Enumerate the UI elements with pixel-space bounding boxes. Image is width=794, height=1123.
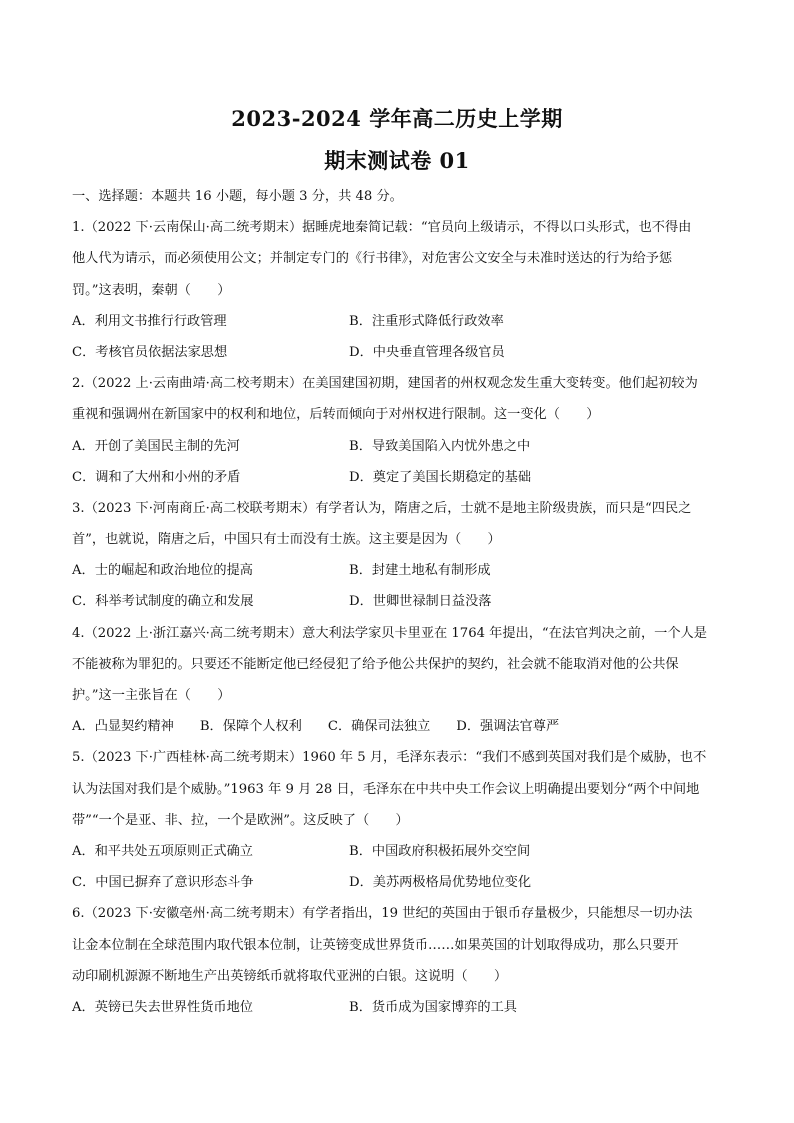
option-row (72, 586, 726, 617)
exam-subtitle: 期末测试卷 01 (324, 148, 470, 173)
section-heading: 一、选择题：本题共 16 小题，每小题 3 分，共 48 分。 (72, 189, 403, 204)
question-5 (72, 742, 726, 898)
option-a[interactable]: A．开创了美国民主制的先河 (72, 438, 240, 454)
option-d[interactable]: D．中央垂直管理各级官员 (349, 344, 505, 360)
question-text-line: 重视和强调州在新国家中的权利和地位，后转而倾向于对州权进行限制。这一变化（ ） (72, 407, 600, 423)
option-b[interactable]: B．注重形式降低行政效率 (349, 313, 504, 329)
question-text-line: 罚。”这表明，秦朝（ ） (72, 282, 231, 298)
question-text-line: 带”“一个是亚、非、拉，一个是欧洲”。这反映了（ ） (72, 812, 409, 828)
question-text-line: 2.（2022 上·云南曲靖·高二校考期末）在美国建国初期，建国者的州权观念发生重大变转变。他们起初较为 (72, 376, 698, 392)
option-d[interactable]: D．美苏两极格局优势地位变化 (349, 875, 532, 891)
option-a[interactable]: A．士的崛起和政治地位的提高 (72, 563, 253, 579)
option-b[interactable]: B．货币成为国家博弈的工具 (349, 999, 517, 1015)
question-1 (72, 212, 726, 368)
option-d[interactable]: D．世卿世禄制日益没落 (349, 594, 492, 610)
option-row (72, 711, 726, 742)
question-2 (72, 368, 726, 493)
question-text-line: 认为法国对我们是个威胁。”1963 年 9 月 28 日，毛泽东在中共中央工作会议上明确提出要划分“两个中间地 (72, 781, 700, 797)
exam-title: 2023-2024 学年高二历史上学期 (231, 106, 563, 131)
option-row (72, 462, 726, 493)
question-text-line: 护。”这一主张旨在（ ） (72, 688, 231, 703)
option-row (72, 555, 726, 586)
question-text-line: 1.（2022 下·云南保山·高二统考期末）据睡虎地秦简记载：“官员向上级请示，不得以口头形式，也不得由 (72, 220, 692, 236)
option-c[interactable]: C．考核官员依据法家思想 (72, 344, 228, 360)
option-row (72, 306, 726, 337)
question-text-line: 让金本位制在全球范围内取代银本位制，让英镑变成世界货币……如果英国的计划取得成功，那么只要开 (72, 937, 679, 953)
option-a[interactable]: A．凸显契约精神 (72, 719, 174, 735)
question-4 (72, 618, 726, 743)
option-a[interactable]: A．英镑已失去世界性货币地位 (72, 999, 253, 1015)
option-c[interactable]: C．调和了大州和小州的矛盾 (72, 469, 241, 485)
exam-body (72, 181, 726, 1023)
question-text-line: 动印刷机源源不断地生产出英镑纸币就将取代亚洲的白银。这说明（ ） (72, 968, 508, 984)
option-b[interactable]: B．保障个人权利 (199, 719, 302, 735)
option-b[interactable]: B．导致美国陷入内忧外患之中 (349, 438, 531, 454)
question-3 (72, 493, 726, 618)
question-text-line: 首”，也就说，隋唐之后，中国只有士而没有士族。这主要是因为（ ） (72, 532, 501, 548)
option-c[interactable]: C．科举考试制度的确立和发展 (72, 594, 254, 610)
option-row (72, 337, 726, 368)
option-c[interactable]: C．中国已摒弃了意识形态斗争 (72, 875, 254, 891)
question-text-line: 不能被称为罪犯的。只要还不能断定他已经侵犯了给予他公共保护的契约，社会就不能取消对他的公共保 (72, 656, 679, 672)
option-row (72, 992, 726, 1023)
option-a[interactable]: A．和平共处五项原则正式确立 (72, 843, 253, 859)
option-b[interactable]: B．中国政府积极拓展外交空间 (349, 843, 531, 859)
question-text-line: 4.（2022 上·浙江嘉兴·高二统考期末）意大利法学家贝卡里亚在 1764 年提出，“在法官判决之前，一个人是 (72, 625, 707, 641)
question-text-line: 5.（2023 下·广西桂林·高二统考期末）1960 年 5 月，毛泽东表示：“我们不感到英国对我们是个威胁，也不 (72, 750, 707, 766)
option-d[interactable]: D．奠定了美国长期稳定的基础 (349, 469, 532, 485)
option-row (72, 431, 726, 462)
option-a[interactable]: A．利用文书推行行政管理 (72, 313, 227, 329)
option-c[interactable]: C．确保司法独立 (327, 719, 431, 735)
question-text-line: 他人代为请示，而必须使用公文；并制定专门的《行书律》，对危害公文安全与未准时送达的行为给予惩 (72, 251, 673, 267)
question-6 (72, 898, 726, 1023)
question-text-line: 6.（2023 下·安徽亳州·高二统考期末）有学者指出，19 世纪的英国由于银币存量极少，只能想尽一切办法 (72, 906, 693, 922)
question-text-line: 3.（2023 下·河南商丘·高二校联考期末）有学者认为，隋唐之后，士就不是地主阶级贵族，而只是“四民之 (72, 500, 692, 516)
option-row (72, 836, 726, 867)
option-d[interactable]: D．强调法官尊严 (456, 719, 560, 735)
option-b[interactable]: B．封建土地私有制形成 (349, 563, 491, 579)
option-row (72, 867, 726, 898)
